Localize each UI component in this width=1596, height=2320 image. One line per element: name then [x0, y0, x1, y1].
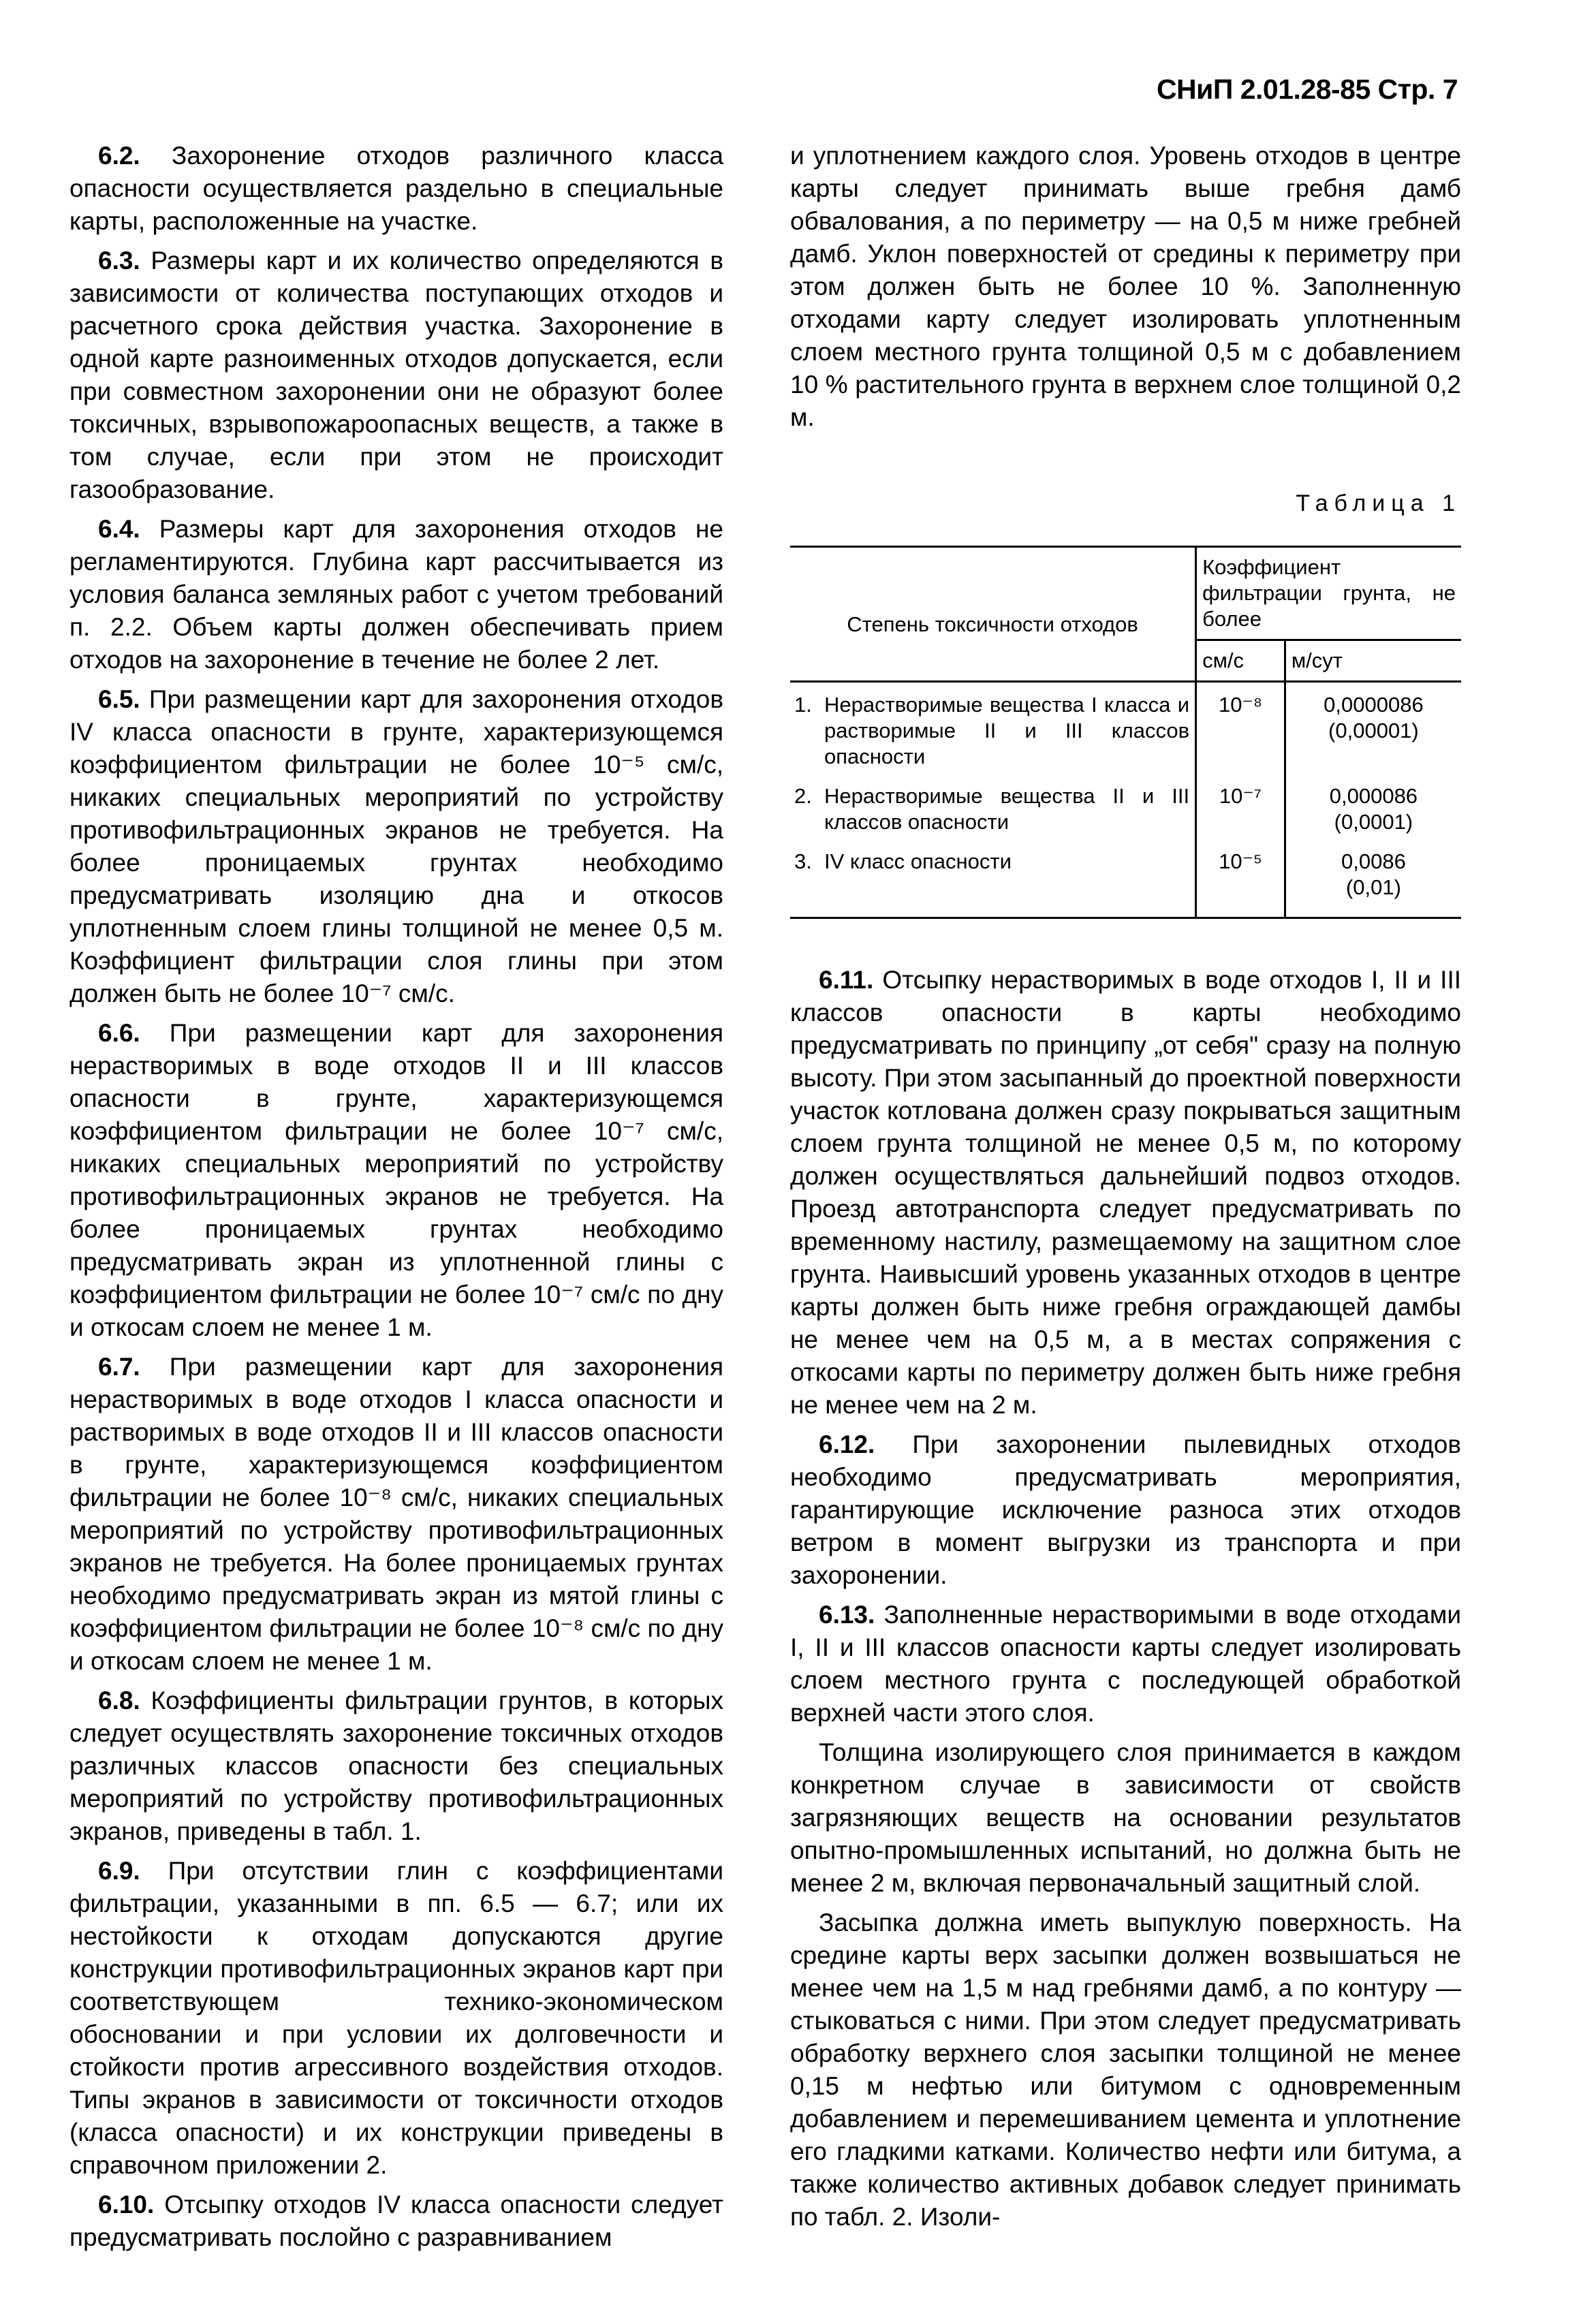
- clause-6-13: 6.13. Заполненные нерастворимыми в воде отходами I, II и III классов опасности карты следует изолировать слоем местного грунта с последующей обработкой верхней части этого слоя.: [790, 1601, 1461, 1727]
- table-caption: Таблица 1: [1296, 490, 1461, 516]
- clause-6-3: 6.3. Размеры карт и их количество определяются в зависимости от количества поступающих отходов и расчетного срока действия участка. Захоронение в одной карте разноименных отходов допускается, если при совместном захоронении они не образуют более токсичных, взрывопожароопасных веществ, а также в том случае, если при этом не происходит газообразование.: [69, 247, 723, 503]
- clause-6-11: 6.11. Отсыпку нерастворимых в воде отходов I, II и III классов опасности в карты необходимо предусматривать по принципу „от себя" сразу на полную высоту. При этом засыпанный до проектной поверхности участок котлована должен сразу покрываться защитным слоем грунта толщиной не менее 0,5 м, по которому должен осуществляться дальнейший подвоз отходов. Проезд автотранспорта следует предусматривать по временному настилу, размещаемому на защитном слое грунта. Наивысший уровень указанных отходов в центре карты должен быть ниже гребня ограждающей дамбы не менее чем на 0,5 м, а в местах сопряжения с откосами карты по периметру должен быть ниже гребня не менее чем на 2 м.: [790, 966, 1461, 1419]
- row-description: IV класс опасности: [819, 839, 1196, 918]
- paragraph-layer-thickness: Толщина изолирующего слоя принимается в каждом конкретном случае в зависимости от свойств загрязняющих веществ на основании результатов опытно-промышленных испытаний, но должна быть не менее 2 м, включая первоначальный защитный слой.: [790, 1738, 1461, 1897]
- row-number: 3.: [790, 839, 819, 918]
- table-row: [790, 682, 1461, 774]
- clause-6-8: 6.8. Коэффициенты фильтрации грунтов, в которых следует осуществлять захоронение токсичных отходов различных классов опасности без специальных мероприятий по устройству противофильтрационных экранов, приведены в табл. 1.: [69, 1687, 723, 1845]
- table-row: [790, 774, 1461, 839]
- right-clauses: [790, 964, 1461, 2233]
- row-description: Нерастворимые вещества II и III классов опасности: [824, 784, 1190, 834]
- row-number: 1.: [794, 693, 812, 717]
- table-subheader-msut: м/сут: [1285, 640, 1461, 682]
- clause-6-4: 6.4. Размеры карт для захоронения отходов не регламентируются. Глубина карт рассчитывается из условия баланса земляных работ с учетом требований п. 2.2. Объем карты должен обеспечивать прием отходов на захоронение в течение не более 2 лет.: [69, 515, 723, 674]
- row-description: Нерастворимые вещества I класса и растворимые II и III классов опасности: [824, 693, 1190, 768]
- table-subheader-cms: см/с: [1196, 640, 1285, 682]
- clause-6-10-continued: и уплотнением каждого слоя. Уровень отходов в центре карты следует принимать выше гребня дамб обвалования, а по периметру — на 0,5 м ниже гребней дамб. Уклон поверхностей от средины к периметру при этом должен быть не более 10 %. Заполненную отходами карту следует изолировать уплотненным слоем местного грунта толщиной 0,5 м с добавлением 10 % растительного грунта в верхнем слое толщиной 0,2 м.: [790, 142, 1461, 431]
- clause-6-10: 6.10. Отсыпку отходов IV класса опасности следует предусматривать послойно с разравниванием: [69, 2191, 723, 2251]
- row-value-cms: 10⁻⁵: [1196, 839, 1285, 918]
- clause-6-2: 6.2. Захоронение отходов различного класса опасности осуществляется раздельно в специальные карты, расположенные на участке.: [69, 142, 723, 235]
- clause-6-9: 6.9. При отсутствии глин с коэффициентами фильтрации, указанными в пп. 6.5 — 6.7; или их нестойкости к отходам допускаются другие конструкции противофильтрационных экранов карт при соответствующем технико-экономическом обосновании и при условии их долговечности и стойкости против агрессивного воздействия отходов. Типы экранов в зависимости от токсичности отходов (класса опасности) и их конструкции приведены в справочном приложении 2.: [69, 1857, 723, 2179]
- row-value-cms: 10⁻⁸: [1196, 682, 1285, 774]
- row-value-msut: 0,000086 (0,0001): [1285, 774, 1461, 839]
- clause-6-6: 6.6. При размещении карт для захоронения нерастворимых в воде отходов II и III классов опасности в грунте, характеризующемся коэффициентом фильтрации не более 10⁻⁷ см/с, никаких специальных мероприятий по устройству противофильтрационных экранов не требуется. На более проницаемых грунтах необходимо предусматривать экран из уплотненной глины с коэффициентом фильтрации не более 10⁻⁷ см/с по дну и откосам слоем не менее 1 м.: [69, 1019, 723, 1341]
- filtration-table: [790, 546, 1461, 919]
- left-column: [69, 140, 723, 2261]
- clause-6-12: 6.12. При захоронении пылевидных отходов необходимо предусматривать мероприятия, гарантирующие исключение разноса этих отходов ветром в момент выгрузки из транспорта и при захоронении.: [790, 1430, 1461, 1589]
- row-number: 2.: [794, 784, 812, 808]
- row-value-msut: 0,0086 (0,01): [1285, 839, 1461, 918]
- paragraph-backfill: Засыпка должна иметь выпуклую поверхность. На средине карты верх засыпки должен возвышаться не менее чем на 1,5 м над гребнями дамб, а по контуру — стыковаться с ними. При этом следует предусматривать обработку верхнего слоя засыпки толщиной не менее 0,15 м нефтью или битумом с одновременным добавлением и перемешиванием цемента и уплотнение его гладкими катками. Количество нефти или битума, а также количество активных добавок следует принимать по табл. 2. Изоли-: [790, 1909, 1461, 2231]
- clause-6-7: 6.7. При размещении карт для захоронения нерастворимых в воде отходов I класса опасности и растворимых в воде отходов II и III классов опасности в грунте, характеризующемся коэффициентом фильтрации не более 10⁻⁸ см/с, никаких специальных мероприятий по устройству противофильтрационных экранов не требуется. На более проницаемых грунтах необходимо предусматривать экран из мятой глины с коэффициентом фильтрации не более 10⁻⁸ см/с по дну и откосам слоем не менее 1 м.: [69, 1353, 723, 1675]
- page-header: СНиП 2.01.28-85 Стр. 7: [1156, 74, 1458, 105]
- row-value-msut: 0,0000086 (0,00001): [1285, 682, 1461, 774]
- clause-6-5: 6.5. При размещении карт для захоронения отходов IV класса опасности в грунте, характеризующемся коэффициентом фильтрации не более 10⁻⁵ см/с, никаких специальных мероприятий по устройству противофильтрационных экранов не требуется. На более проницаемых грунтах необходимо предусматривать изоляцию дна и откосов уплотненным слоем глины толщиной не менее 0,5 м. Коэффициент фильтрации слоя глины при этом должен быть не более 10⁻⁷ см/с.: [69, 685, 723, 1007]
- table-header-coefficient: Коэффициент фильтрации грунта, не более: [1196, 547, 1461, 640]
- right-column: [790, 140, 1461, 2240]
- table-row: [790, 839, 1461, 918]
- row-value-cms: 10⁻⁷: [1196, 774, 1285, 839]
- table-header-toxicity: Степень токсичности отходов: [790, 547, 1196, 682]
